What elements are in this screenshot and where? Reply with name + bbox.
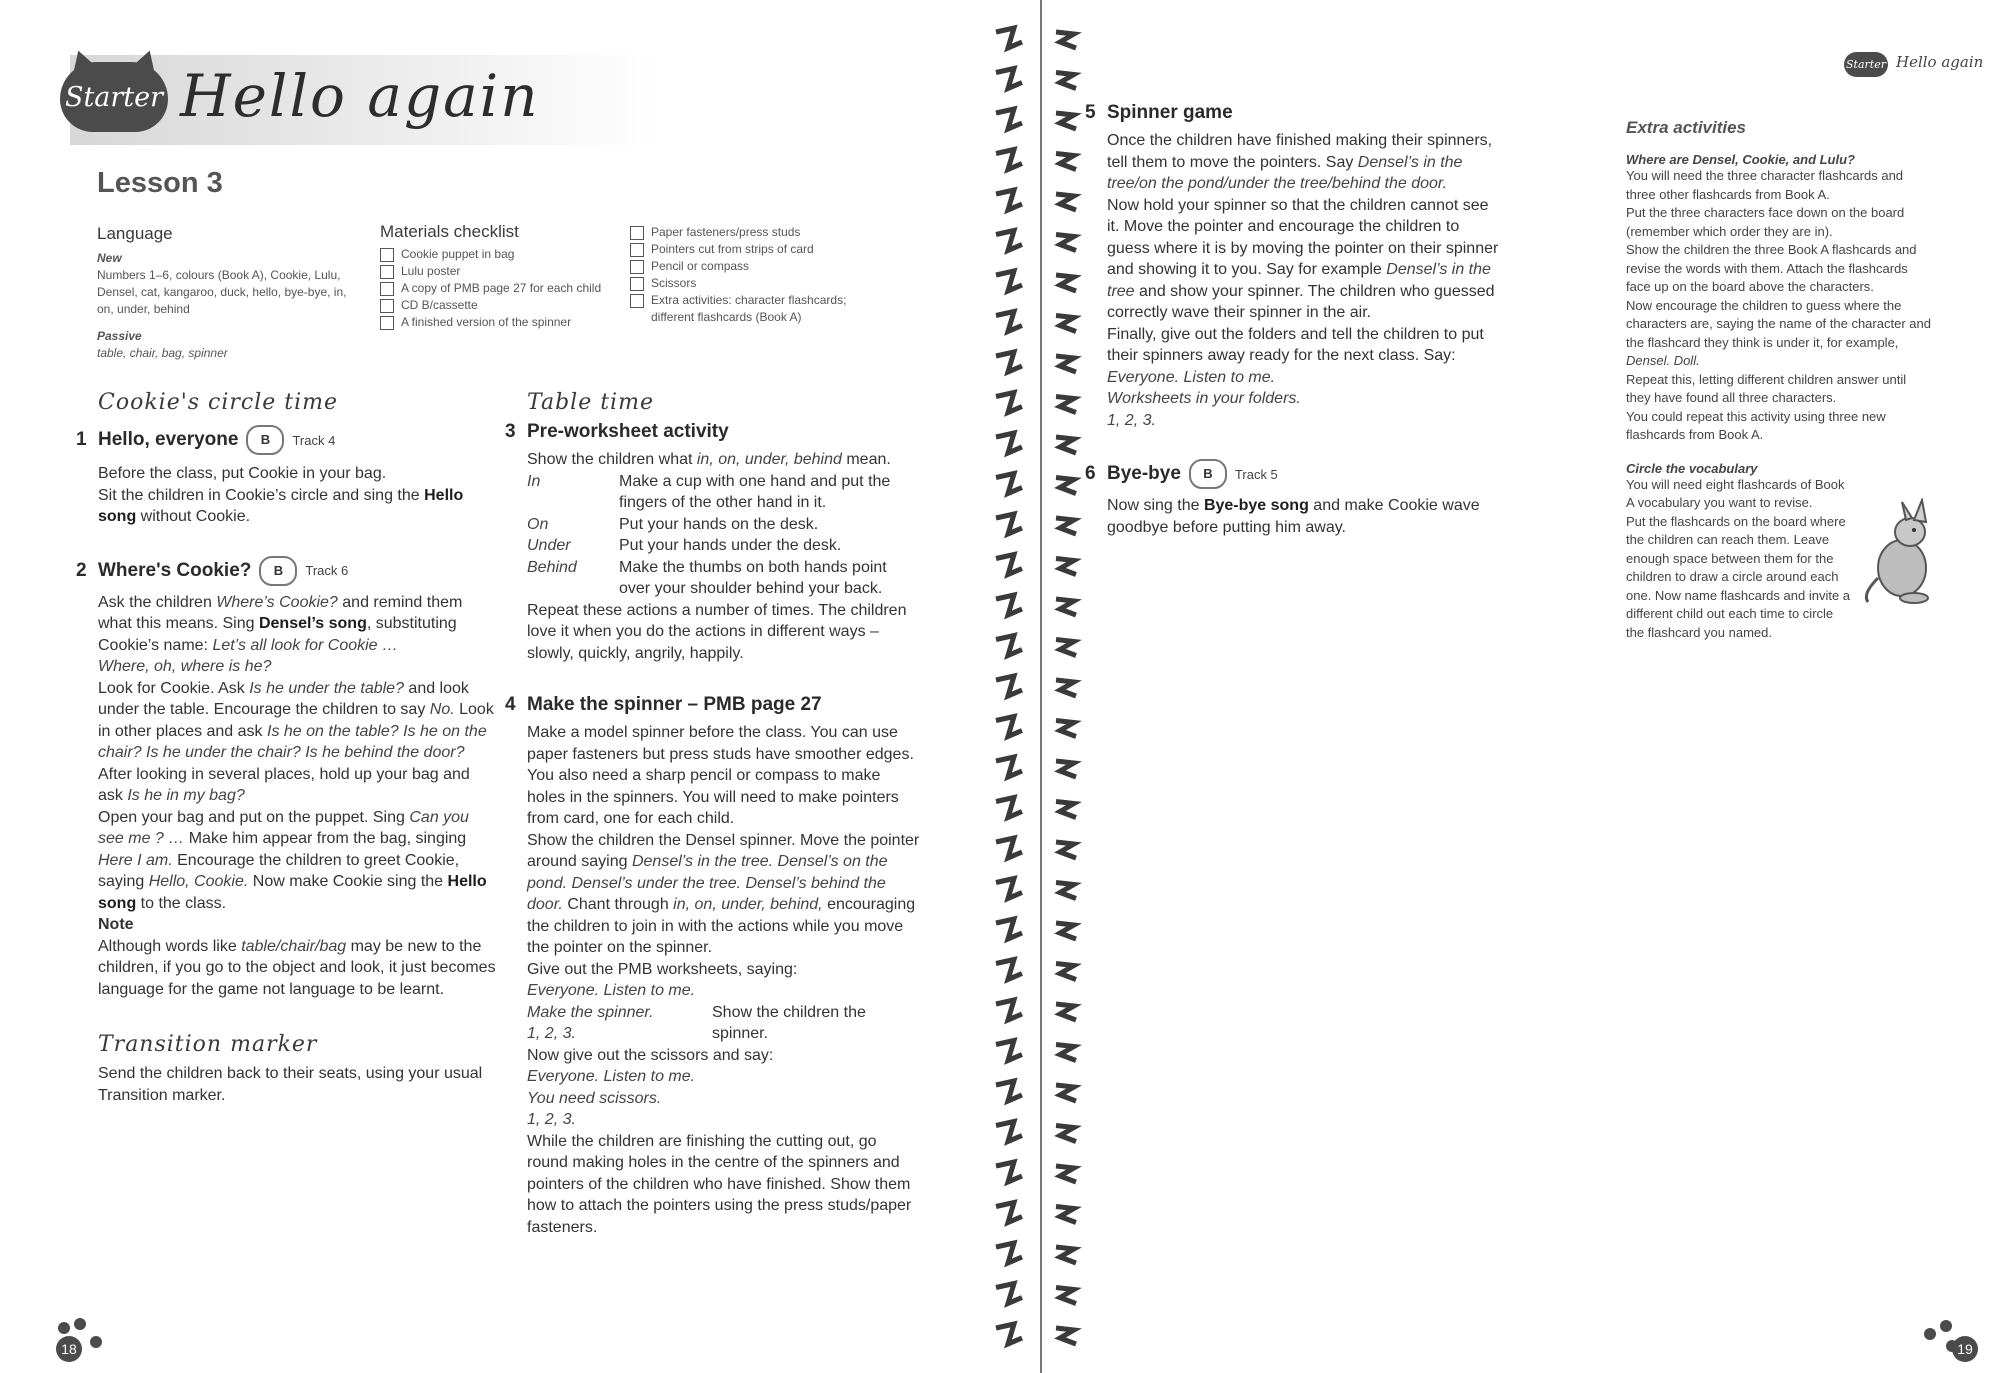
activity-6-body: Now sing the Bye-bye song and make Cookie wave goodbye before putting him away. <box>1107 497 1480 536</box>
spiral-ring-right <box>1056 316 1076 332</box>
lesson-title: Lesson 3 <box>97 167 223 199</box>
checklist-item: Scissors <box>630 275 875 292</box>
checklist-item: Pointers cut from strips of card <box>630 241 875 258</box>
spiral-ring-right <box>1056 1247 1076 1263</box>
activity-5-heading: 5 Spinner game <box>1085 102 1233 123</box>
transition-body: Send the children back to their seats, using your usual Transition marker. <box>98 1065 483 1104</box>
spiral-ring-left <box>996 1081 1022 1101</box>
checklist-item: A finished version of the spinner <box>380 314 605 331</box>
spiral-ring-left <box>996 69 1022 89</box>
activity-6-heading: 6 Bye-bye B Track 5 <box>1085 459 1505 489</box>
spiral-ring-right <box>1056 802 1076 818</box>
track-label: Track 5 <box>1234 466 1278 482</box>
page-title: Hello again <box>180 62 540 130</box>
checklist-item: CD B/cassette <box>380 297 605 314</box>
starter-badge-label: Starter <box>64 82 164 113</box>
spiral-ring-left <box>996 838 1022 858</box>
language-passive-label: Passive <box>97 329 142 343</box>
checklist-item: Lulu poster <box>380 263 605 280</box>
spiral-ring-right <box>1056 1328 1076 1344</box>
spiral-ring-right <box>1056 721 1076 737</box>
activity-3-body: Show the children what in, on, under, behind mean. In Make a cup with one hand and put the fingers of the other hand in it. On Put your hands on the desk. Under Put your hands under the desk. Behind Make the thumbs on both hands point over your shoulder behind your back. Repeat these actions a number of times. The children love it when you do the actions in different ways – slowly, quickly, angrily, happily. <box>527 449 920 664</box>
spiral-ring-right <box>1056 1166 1076 1182</box>
checklist-item: Paper fasteners/press studs <box>630 224 875 241</box>
spiral-ring-left <box>996 190 1022 210</box>
spiral-ring-left <box>996 717 1022 737</box>
activity-2-heading: 2 Where's Cookie? B Track 6 <box>76 556 496 586</box>
spiral-ring-left <box>996 879 1022 899</box>
checkbox-icon <box>380 316 394 330</box>
spiral-ring-left <box>996 1324 1022 1344</box>
spiral-ring-right <box>1056 113 1076 129</box>
spiral-ring-left <box>996 109 1022 129</box>
track-label: Track 4 <box>292 432 336 448</box>
track-label: Track 6 <box>305 563 349 578</box>
checkbox-icon <box>630 277 644 291</box>
materials-checklist-col2 <box>630 224 875 326</box>
spiral-ring-left <box>996 676 1022 696</box>
cookies-circle-heading: Cookie's circle time <box>98 390 339 415</box>
spiral-ring-right <box>1056 680 1076 696</box>
spiral-ring-right <box>1056 235 1076 251</box>
activity-3-title: Pre-worksheet activity <box>527 421 729 442</box>
spiral-ring-left <box>996 798 1022 818</box>
spiral-binding <box>990 22 1082 1372</box>
activity-5-body: Once the children have finished making their spinners, tell them to move the pointers. Say Densel’s in the tree/on the pond/under the tree/behind the door. Now hold your spinner so that the children cannot see it. Move the pointer and encourage the children to guess where it is by moving the pointer on their spinner and showing it to you. Say for example Densel’s in the tree and show your spinner. The children who guessed correctly wave their spinner in the air. Finally, give out the folders and tell the children to put their spinners away ready for the next class. Say: Everyone. Listen to me. Worksheets in your folders. 1, 2, 3. <box>1107 132 1499 429</box>
spiral-ring-left <box>996 555 1022 575</box>
spiral-ring-left <box>996 271 1022 291</box>
spiral-ring-left <box>996 1284 1022 1304</box>
activity-5-title: Spinner game <box>1107 102 1233 123</box>
language-heading: Language <box>97 224 173 243</box>
checklist-item: Extra activities: character flashcards; different flashcards (Book A) <box>630 292 875 326</box>
extra-2-title: Circle the vocabulary <box>1626 460 1758 476</box>
spiral-ring-right <box>1056 1288 1076 1304</box>
checkbox-icon <box>630 226 644 240</box>
activity-4-body: Make a model spinner before the class. You can use paper fasteners but press studs have smoother edges. You also need a sharp pencil or compass to make holes in the spinners. You will need to make pointers from card, one for each child. Show the children the Densel spinner. Move the pointer around saying Densel’s in the tree. Densel’s on the pond. Densel’s under the tree. Densel’s behind the door. Chant through in, on, under, behind, encouraging the children to join in with the actions while you move the pointer on the spinner. Give out the PMB worksheets, saying: Everyone. Listen to me. Make the spinner. 1, 2, 3. Show the children the spinner. Now give out the scissors and say: Everyone. Listen to me. You need scissors. 1, 2, 3. While the children are finishing the cutting out, go round making holes in the centre of the spinners and pointers of the children who have finished. Show them how to attach the pointers using the press studs/paper fasteners. <box>527 724 920 1236</box>
spiral-ring-right <box>1056 32 1076 48</box>
spiral-ring-left <box>996 312 1022 332</box>
spiral-ring-right <box>1056 1045 1076 1061</box>
language-passive-text: table, chair, bag, spinner <box>97 346 228 360</box>
definition-row: In Make a cup with one hand and put the fingers of the other hand in it. <box>527 472 891 511</box>
activity-4-title: Make the spinner – PMB page 27 <box>527 694 822 715</box>
spiral-ring-right <box>1056 923 1076 939</box>
spiral-ring-right <box>1056 599 1076 615</box>
spiral-ring-right <box>1056 1085 1076 1101</box>
spiral-ring-right <box>1056 1126 1076 1142</box>
paw-dot <box>74 1318 86 1330</box>
activity-1-heading: 1 Hello, everyone B Track 4 <box>76 425 496 455</box>
definition-row: Under Put your hands under the desk. <box>527 537 842 554</box>
kangaroo-illustration <box>1862 498 1940 606</box>
checkbox-icon <box>380 265 394 279</box>
spiral-ring-left <box>996 1122 1022 1142</box>
spiral-ring-left <box>996 393 1022 413</box>
spiral-ring-left <box>996 1162 1022 1182</box>
spiral-ring-left <box>996 595 1022 615</box>
spiral-ring-right <box>1056 761 1076 777</box>
spiral-ring-right <box>1056 194 1076 210</box>
spiral-ring-right <box>1056 437 1076 453</box>
definition-row: On Put your hands on the desk. <box>527 515 819 533</box>
checkbox-icon <box>630 243 644 257</box>
spiral-ring-right <box>1056 73 1076 89</box>
spiral-ring-left <box>996 1203 1022 1223</box>
activity-3-after: Repeat these actions a number of times. The children love it when you do the actions in different ways – slowly, quickly, angrily, happily. <box>527 601 907 662</box>
spiral-ring-right <box>1056 154 1076 170</box>
checkbox-icon <box>630 260 644 274</box>
right-column <box>1085 102 1505 538</box>
extra-2-body: You will need eight flashcards of Book A vocabulary you want to revise. Put the flashcards on the board where the children can reach them. Leave enough space between them for the children to draw a circle around each one. Now name flashcards and invite a different child out each time to circle the flashcard you named. <box>1626 476 1851 640</box>
spiral-ring-left <box>996 919 1022 939</box>
cd-icon: B <box>1189 459 1227 489</box>
note-label: Note <box>98 916 134 933</box>
checkbox-icon <box>630 294 644 308</box>
spiral-ring-left <box>996 474 1022 494</box>
spiral-ring-left <box>996 636 1022 656</box>
spiral-ring-right <box>1056 883 1076 899</box>
activity-4-heading: 4 Make the spinner – PMB page 27 <box>505 694 822 715</box>
spiral-ring-left <box>996 28 1022 48</box>
spiral-ring-right <box>1056 518 1076 534</box>
spiral-ring-left <box>996 514 1022 534</box>
transition-heading: Transition marker <box>98 1032 318 1057</box>
spiral-ring-right <box>1056 964 1076 980</box>
spiral-ring-left <box>996 1000 1022 1020</box>
checkbox-icon <box>380 282 394 296</box>
activity-2-title: Where's Cookie? <box>98 559 252 581</box>
checkbox-icon <box>380 248 394 262</box>
spiral-ring-right <box>1056 1004 1076 1020</box>
spiral-ring-right <box>1056 640 1076 656</box>
page-number-right: 19 <box>1952 1336 1978 1362</box>
table-time-heading: Table time <box>527 390 654 415</box>
spiral-ring-left <box>996 757 1022 777</box>
starter-badge-right: Starter <box>1844 52 1888 77</box>
extra-1-title: Where are Densel, Cookie, and Lulu? <box>1626 152 1855 167</box>
spiral-ring-left <box>996 231 1022 251</box>
left-column <box>76 390 496 1106</box>
spiral-ring-left <box>996 433 1022 453</box>
page-number-left: 18 <box>56 1336 82 1362</box>
spiral-ring-right <box>1056 559 1076 575</box>
definition-row: Behind Make the thumbs on both hands point over your shoulder behind your back. <box>527 558 887 597</box>
activity-1-title: Hello, everyone <box>98 429 239 450</box>
spiral-ring-right <box>1056 356 1076 372</box>
paw-dot <box>1924 1328 1936 1340</box>
checkbox-icon <box>380 299 394 313</box>
running-title: Hello again <box>1896 53 1984 71</box>
middle-column <box>505 390 920 1238</box>
paw-dot <box>1940 1320 1952 1332</box>
spiral-ring-left <box>996 960 1022 980</box>
activity-1-body: Before the class, put Cookie in your bag. Sit the children in Cookie’s circle and sing the Hello song without Cookie. <box>98 465 464 525</box>
spiral-ring-left <box>996 1041 1022 1061</box>
checklist-item: A copy of PMB page 27 for each child <box>380 280 605 297</box>
materials-heading: Materials checklist <box>380 222 519 241</box>
paw-dot <box>90 1336 102 1348</box>
activity-6-title: Bye-bye <box>1107 463 1181 484</box>
language-new-label: New <box>97 251 122 265</box>
spiral-ring-left <box>996 1243 1022 1263</box>
activity-3-heading: 3 Pre-worksheet activity <box>505 421 729 442</box>
cd-icon: B <box>246 425 284 455</box>
paw-dot <box>58 1322 70 1334</box>
spiral-ring-right <box>1056 397 1076 413</box>
checklist-item: Pencil or compass <box>630 258 875 275</box>
extra-1-body: You will need the three character flashcards and three other flashcards from Book A. Put the three characters face down on the board (remember which order they are in). Show the children the three Book A flashcards and revise the words with them. Attach the flashcards face up on the board above the characters. Now encourage the children to guess where the characters are, saying the name of the character and the flashcard they think is under it, for example, Densel. Doll. Repeat this, letting different children answer until they have found all three characters. You could repeat this activity using three new flashcards from Book A. <box>1626 168 1931 442</box>
cd-icon: B <box>259 556 297 586</box>
spiral-ring-right <box>1056 1207 1076 1223</box>
spiral-ring-left <box>996 150 1022 170</box>
spiral-ring-right <box>1056 478 1076 494</box>
spiral-ring-right <box>1056 275 1076 291</box>
language-box <box>97 224 357 362</box>
spiral-ring-right <box>1056 842 1076 858</box>
materials-checklist <box>380 222 605 331</box>
extra-activities-heading: Extra activities <box>1626 118 1747 137</box>
spiral-ring-left <box>996 352 1022 372</box>
language-new-text: Numbers 1–6, colours (Book A), Cookie, Lulu, Densel, cat, kangaroo, duck, hello, bye-bye, in, on, under, behind <box>97 268 347 316</box>
activity-2-body: Ask the children Where’s Cookie? and remind them what this means. Sing Densel’s song, substituting Cookie’s name: Let’s all look for Cookie … Where, oh, where is he? Look for Cookie. Ask Is he under the table? and look under the table. Encourage the children to say No. Look in other places and ask Is he on the table? Is he on the chair? Is he under the chair? Is he behind the door? After looking in several places, hold up your bag and ask Is he in my bag? Open your bag and put on the puppet. Sing Can you see me ? … Make him appear from the bag, singing Here I am. Encourage the children to greet Cookie, saying Hello, Cookie. Now make Cookie sing the Hello song to the class. Note Although words like table/chair/bag may be new to the children, if you go to the object and look, it just becomes language for the game not language to be learnt. <box>98 593 496 998</box>
checklist-item: Cookie puppet in bag <box>380 246 605 263</box>
